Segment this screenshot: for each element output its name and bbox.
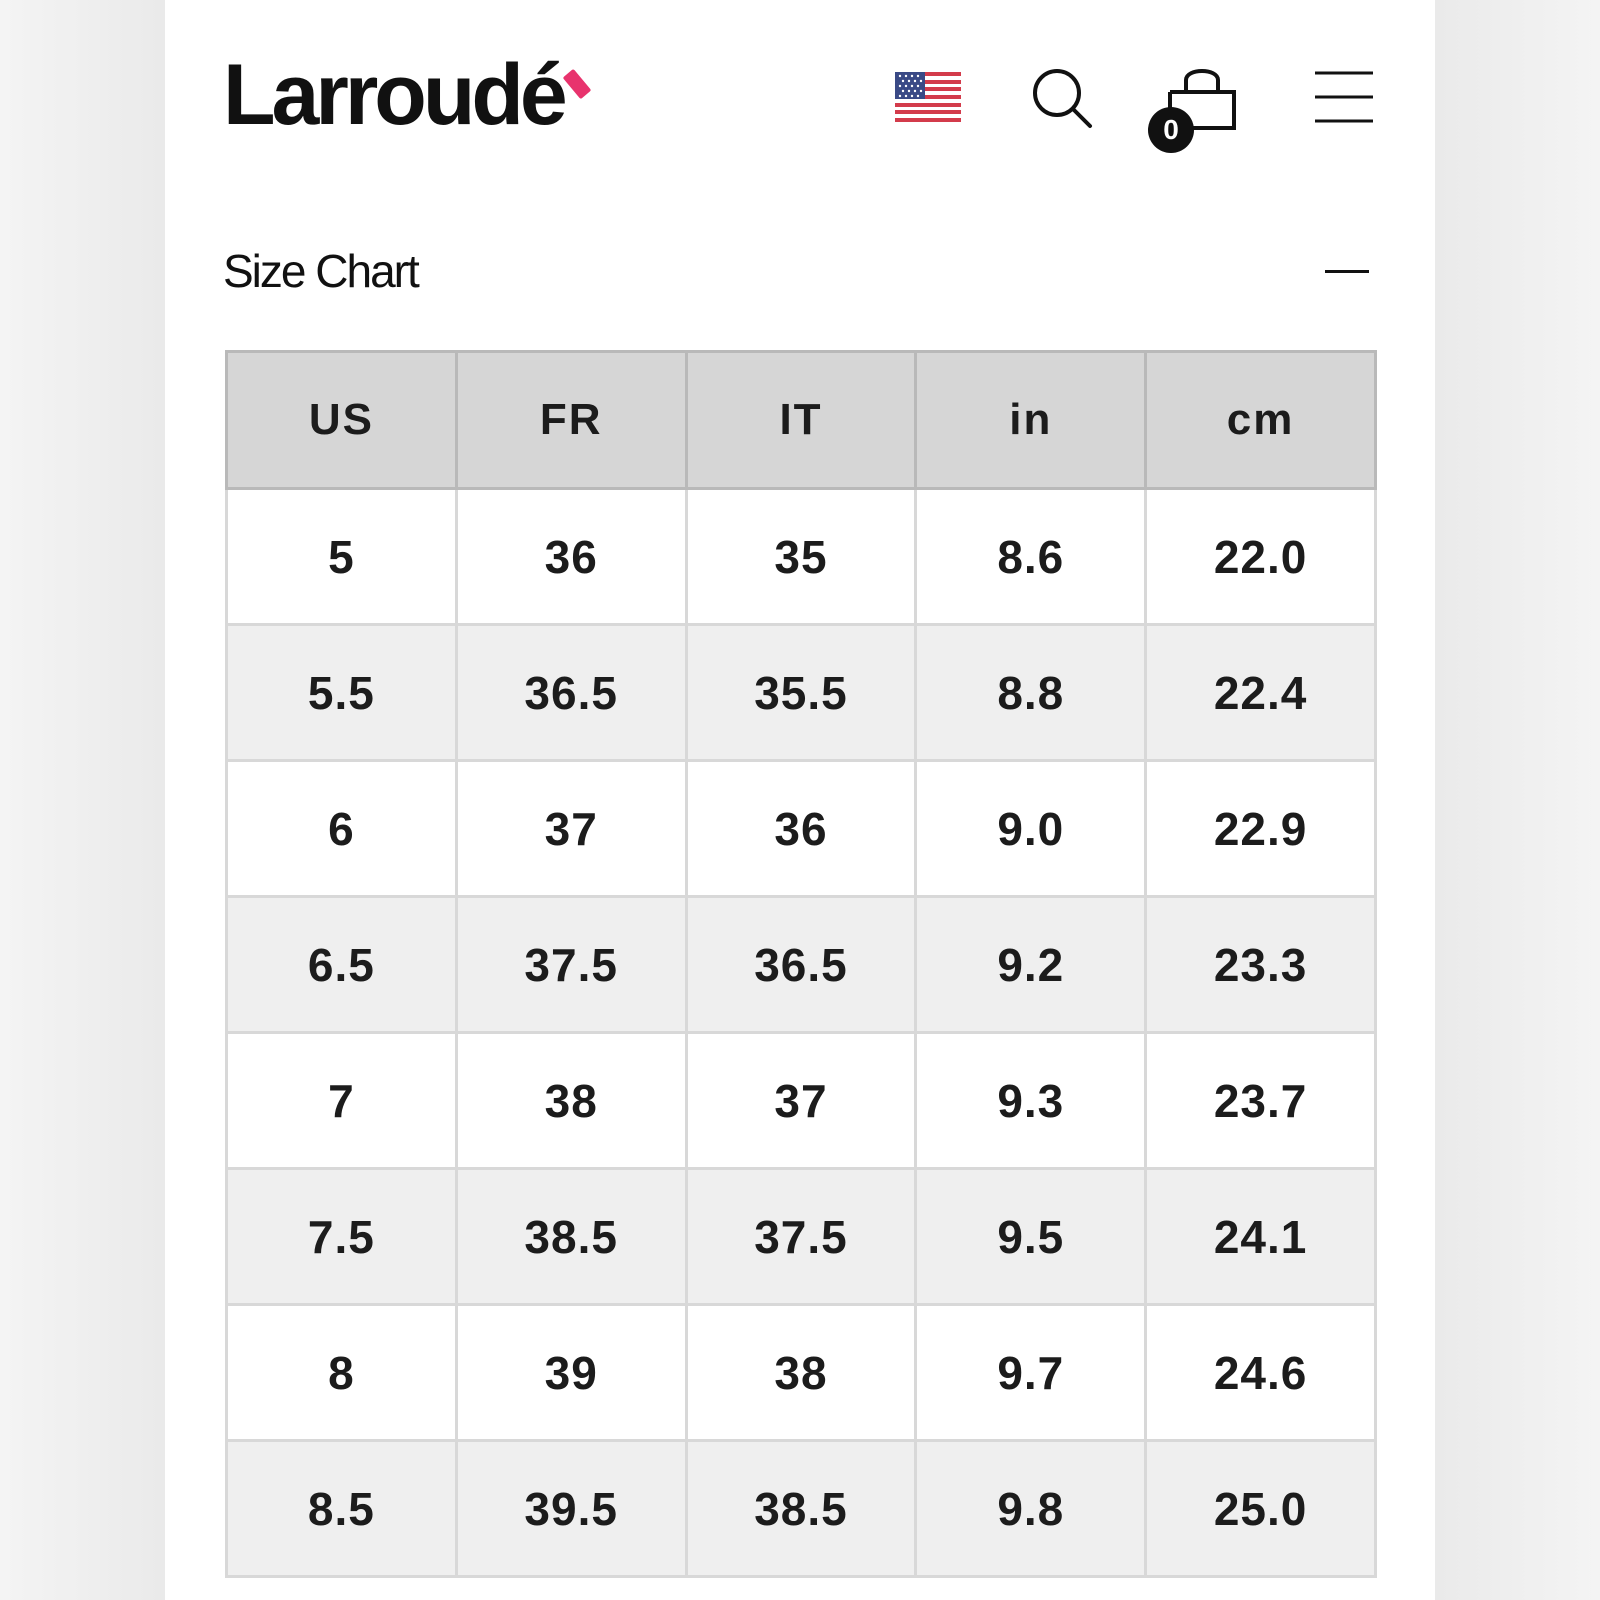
- table-cell: 9.5: [916, 1169, 1146, 1305]
- table-cell: 22.4: [1146, 625, 1376, 761]
- table-cell: 8: [227, 1305, 457, 1441]
- table-cell: 36: [456, 489, 686, 625]
- column-header-it: IT: [686, 352, 916, 489]
- logo-accent-mark: [563, 69, 592, 99]
- table-cell: 7: [227, 1033, 457, 1169]
- table-cell: 7.5: [227, 1169, 457, 1305]
- search-icon[interactable]: [1030, 66, 1094, 130]
- table-cell: 37.5: [456, 897, 686, 1033]
- table-cell: 38.5: [456, 1169, 686, 1305]
- table-cell: 8.8: [916, 625, 1146, 761]
- table-cell: 9.7: [916, 1305, 1146, 1441]
- table-row: [227, 761, 1376, 897]
- table-cell: 38: [456, 1033, 686, 1169]
- table-cell: 36.5: [686, 897, 916, 1033]
- table-cell: 23.3: [1146, 897, 1376, 1033]
- table-cell: 36: [686, 761, 916, 897]
- column-header-us: US: [227, 352, 457, 489]
- table-cell: 6.5: [227, 897, 457, 1033]
- cart-count-badge: 0: [1148, 107, 1194, 153]
- table-row: [227, 625, 1376, 761]
- table-cell: 38.5: [686, 1441, 916, 1577]
- table-cell: 37: [456, 761, 686, 897]
- table-row: [227, 489, 1376, 625]
- table-cell: 37: [686, 1033, 916, 1169]
- table-cell: 24.1: [1146, 1169, 1376, 1305]
- table-cell: 35.5: [686, 625, 916, 761]
- hamburger-menu-icon[interactable]: [1313, 70, 1375, 126]
- minus-icon[interactable]: [1325, 270, 1369, 273]
- background-right: [1435, 0, 1600, 1600]
- table-row: [227, 1305, 1376, 1441]
- table-cell: 5.5: [227, 625, 457, 761]
- table-cell: 39: [456, 1305, 686, 1441]
- table-row: [227, 1033, 1376, 1169]
- table-cell: 37.5: [686, 1169, 916, 1305]
- table-cell: 9.2: [916, 897, 1146, 1033]
- column-header-fr: FR: [456, 352, 686, 489]
- table-cell: 9.3: [916, 1033, 1146, 1169]
- column-header-in: in: [916, 352, 1146, 489]
- table-cell: 24.6: [1146, 1305, 1376, 1441]
- table-cell: 39.5: [456, 1441, 686, 1577]
- table-cell: 9.0: [916, 761, 1146, 897]
- table-cell: 38: [686, 1305, 916, 1441]
- table-cell: 25.0: [1146, 1441, 1376, 1577]
- table-cell: 22.9: [1146, 761, 1376, 897]
- table-row: [227, 897, 1376, 1033]
- size-chart-title[interactable]: Size Chart: [223, 245, 418, 297]
- column-header-cm: cm: [1146, 352, 1376, 489]
- table-row: [227, 1441, 1376, 1577]
- table-cell: 22.0: [1146, 489, 1376, 625]
- table-cell: 5: [227, 489, 457, 625]
- table-cell: 6: [227, 761, 457, 897]
- brand-logo[interactable]: Larroudé: [223, 47, 564, 143]
- size-chart-table: [225, 350, 1377, 1578]
- table-cell: 9.8: [916, 1441, 1146, 1577]
- table-cell: 8.6: [916, 489, 1146, 625]
- table-header-row: [227, 352, 1376, 489]
- background-left: [0, 0, 165, 1600]
- table-cell: 8.5: [227, 1441, 457, 1577]
- table-row: [227, 1169, 1376, 1305]
- table-cell: 36.5: [456, 625, 686, 761]
- table-cell: 35: [686, 489, 916, 625]
- us-flag-icon[interactable]: [895, 72, 961, 122]
- table-cell: 23.7: [1146, 1033, 1376, 1169]
- page: [165, 0, 1435, 1600]
